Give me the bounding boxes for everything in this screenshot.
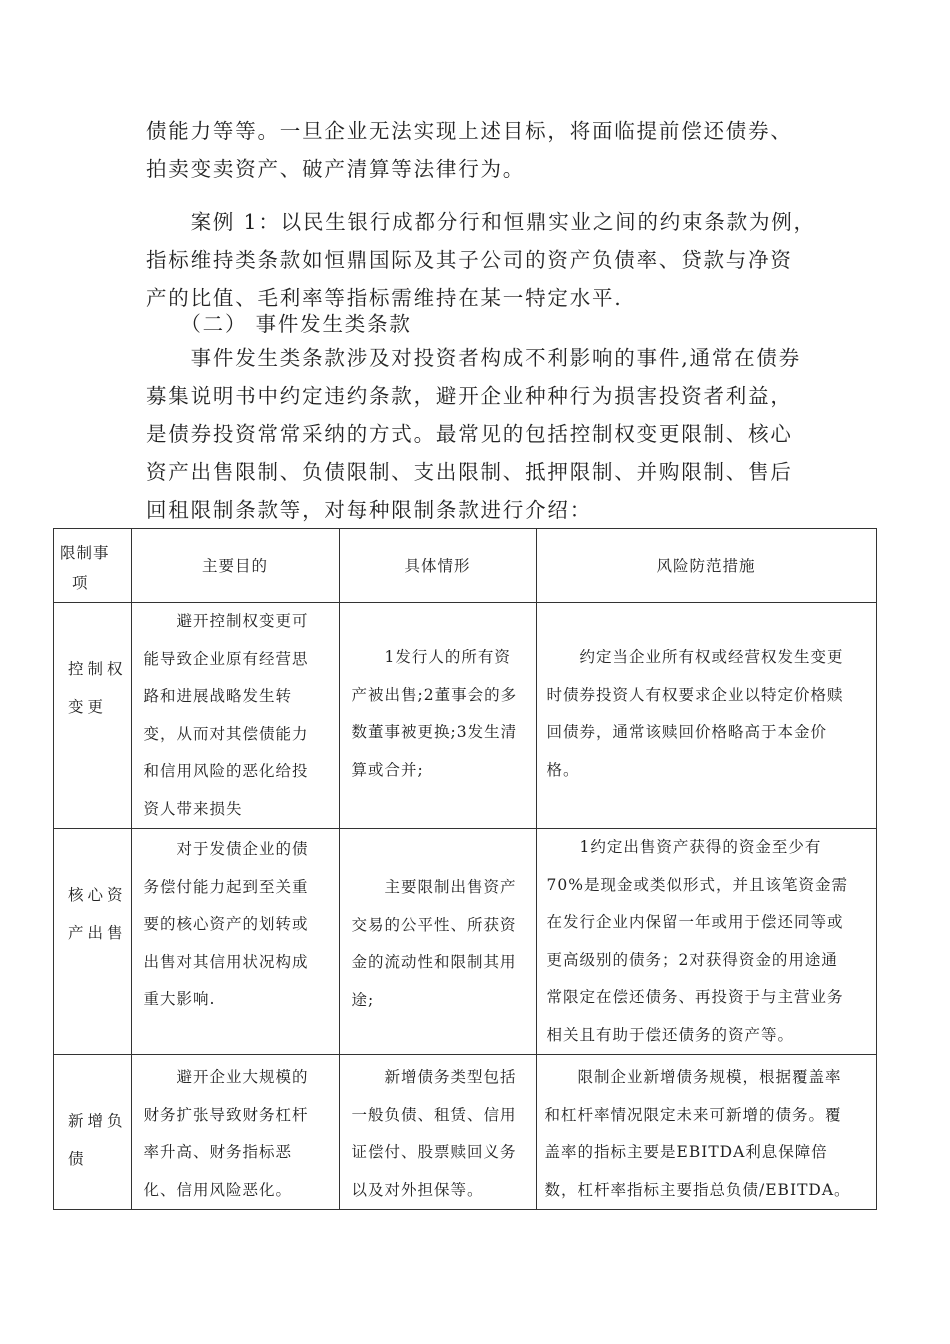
para-event-clauses <box>146 339 814 529</box>
cell-line: 新增债务类型包括 <box>351 1068 517 1086</box>
table-row <box>54 1055 877 1210</box>
cell-line: 格。 <box>546 760 580 779</box>
cell-line: 算或合并; <box>351 760 424 779</box>
cell-line: 核心资 <box>68 886 127 904</box>
cell-line: 出售对其信用状况构成 <box>143 952 309 971</box>
text-line: 案例 1：以民生银行成都分行和恒鼎实业之间的约束条款为例， <box>146 210 816 234</box>
text-line: 回租限制条款等，对每种限制条款进行介绍： <box>146 498 592 522</box>
cell-line: 金的流动性和限制其用 <box>351 953 517 971</box>
cell-measures <box>536 603 876 829</box>
cell-line: 常限定在偿还债务、再投资于与主营业务 <box>546 988 844 1006</box>
cell-situation <box>339 603 536 829</box>
cell-line: 1约定出售资产获得的资金至少有 <box>546 838 822 856</box>
cell-line: 变，从而对其偿债能力 <box>143 724 309 743</box>
cell-line: 资人带来损失 <box>143 799 243 818</box>
cell-line: 交易的公平性、所获资 <box>351 915 517 934</box>
cell-line: 对于发债企业的债 <box>143 840 309 858</box>
cell-situation <box>339 1055 536 1210</box>
text-line: （二） 事件发生类条款 <box>146 312 412 336</box>
cell-measures <box>536 829 876 1055</box>
cell-line: 约定当企业所有权或经营权发生变更 <box>546 648 844 666</box>
header-cell-measures: 风险防范措施 <box>536 529 876 603</box>
cell-line: 一般负债、租赁、信用 <box>351 1105 517 1124</box>
restriction-clauses-table <box>53 528 877 1210</box>
cell-item <box>54 603 132 829</box>
cell-measures <box>536 1055 876 1210</box>
cell-line: 以及对外担保等。 <box>351 1180 484 1199</box>
cell-purpose <box>131 829 339 1055</box>
cell-line: 盖率的指标主要是EBITDA利息保障倍 <box>544 1143 828 1161</box>
cell-line: 产被出售;2董事会的多 <box>351 685 518 704</box>
cell-line: 70%是现金或类似形式，并且该笔资金需 <box>546 875 848 894</box>
cell-line: 主要限制出售资产 <box>351 878 517 896</box>
cell-line: 路和进展战略发生转 <box>143 687 293 705</box>
text-line: 拍卖变卖资产、破产清算等法律行为。 <box>146 157 526 181</box>
cell-line: 控制权 <box>68 660 127 678</box>
table-row <box>54 829 877 1055</box>
table-row <box>54 603 877 829</box>
cell-line: 和杠杆率情况限定未来可新增的债务。覆 <box>544 1105 842 1124</box>
header-cell-purpose: 主要目的 <box>131 529 339 603</box>
cell-purpose <box>131 1055 339 1210</box>
cell-line: 财务扩张导致财务杠杆 <box>143 1105 309 1124</box>
cell-line: 变更 <box>68 697 108 716</box>
cell-item <box>54 829 132 1055</box>
para-intro-end <box>146 112 814 188</box>
text-line: 指标维持类条款如恒鼎国际及其子公司的资产负债率、贷款与净资 <box>146 248 793 272</box>
cell-line: 途; <box>351 990 375 1009</box>
cell-line: 证偿付、股票赎回义务 <box>351 1143 517 1161</box>
cell-item <box>54 1055 132 1210</box>
text-line: 产的比值、毛利率等指标需维持在某一特定水平. <box>146 286 623 310</box>
header-line: 项 <box>72 573 89 592</box>
text-line: 资产出售限制、负债限制、支出限制、抵押限制、并购限制、售后 <box>146 460 793 484</box>
cell-line: 和信用风险的恶化给投 <box>143 762 309 780</box>
text-line: 事件发生类条款涉及对投资者构成不利影响的事件,通常在债券 <box>146 346 802 370</box>
cell-line: 避开控制权变更可 <box>143 612 309 630</box>
cell-line: 数董事被更换;3发生清 <box>351 723 518 741</box>
cell-line: 时债券投资人有权要求企业以特定价格赎 <box>546 685 844 704</box>
text-line: 是债券投资常常采纳的方式。最常见的包括控制权变更限制、核心 <box>146 422 793 446</box>
cell-line: 率升高、财务指标恶 <box>143 1143 293 1161</box>
cell-line: 避开企业大规模的 <box>143 1068 309 1086</box>
cell-line: 产出售 <box>68 923 127 942</box>
cell-line: 在发行企业内保留一年或用于偿还同等或 <box>546 913 844 931</box>
cell-line: 1发行人的所有资 <box>351 648 511 666</box>
text-line: 募集说明书中约定违约条款，避开企业种种行为损害投资者利益， <box>146 384 793 408</box>
cell-line: 务偿付能力起到至关重 <box>143 877 309 896</box>
text-line: 债能力等等。一旦企业无法实现上述目标，将面临提前偿还债券、 <box>146 119 793 143</box>
cell-line: 重大影响. <box>143 990 216 1008</box>
cell-purpose <box>131 603 339 829</box>
cell-situation <box>339 829 536 1055</box>
cell-line: 要的核心资产的划转或 <box>143 915 309 933</box>
cell-line: 能导致企业原有经营思 <box>143 649 309 668</box>
header-cell-situation: 具体情形 <box>339 529 536 603</box>
header-cell-item <box>54 529 132 603</box>
cell-line: 债 <box>68 1149 88 1168</box>
para-case-1 <box>146 203 814 317</box>
cell-line: 更高级别的债务；2对获得资金的用途通 <box>546 950 838 969</box>
table-header-row <box>54 529 877 603</box>
cell-line: 相关且有助于偿还债务的资产等。 <box>546 1025 795 1044</box>
cell-line: 数，杠杆率指标主要指总负债/EBITDA。 <box>544 1180 851 1199</box>
cell-line: 化、信用风险恶化。 <box>143 1180 293 1199</box>
header-line: 限制事 <box>60 543 110 562</box>
cell-line: 限制企业新增债务规模，根据覆盖率 <box>544 1068 842 1086</box>
section-heading <box>146 305 814 343</box>
cell-line: 回债券，通常该赎回价格略高于本金价 <box>546 723 828 741</box>
cell-line: 新增负 <box>68 1112 127 1130</box>
